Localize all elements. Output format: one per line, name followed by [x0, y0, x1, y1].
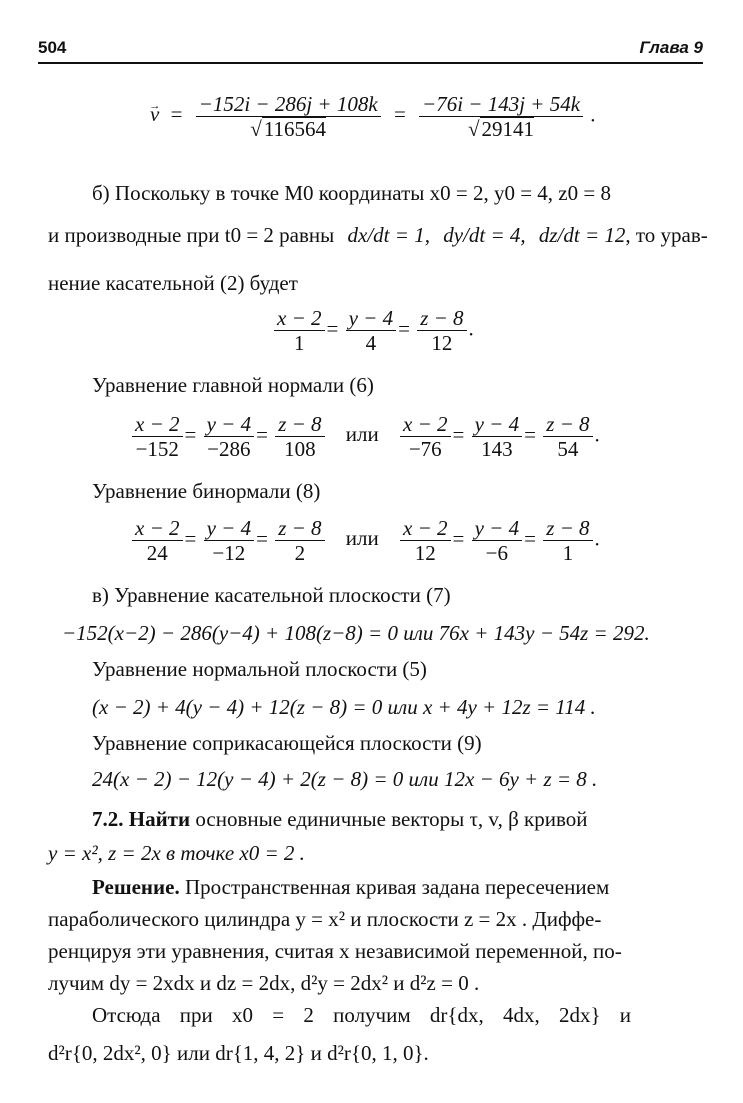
fraction: $\frac{-76i - 143j + 54k}{√29141}$: [419, 92, 583, 141]
chapter-title: Глава 9: [639, 38, 703, 57]
task-line: 7.2. Найти основные единичные векторы τ, v, β кривой: [92, 807, 588, 831]
section-title: Уравнение нормальной плоскости (5): [92, 657, 427, 681]
binormal-equation: $\frac{x - 2}{24}$ = $\frac{y - 4}{-12}$ = $\frac{z - 8}{2}$ или $\frac{x - 2}{12}$ = $\frac{y - 4}{-6}$ = $\frac{z - 8}{1}$ .: [130, 516, 600, 565]
solution-label: Решение.: [92, 875, 180, 899]
task-curve: y = x², z = 2x в точке x0 = 2 .: [48, 841, 305, 865]
normal-equation: $\frac{x - 2}{-152}$ = $\frac{y - 4}{-286}$ = $\frac{z - 8}{108}$ или $\frac{x - 2}{-76}$ = $\frac{y - 4}{143}$ = $\frac{z - 8}{54}$ .: [130, 412, 600, 461]
tangent-equation: $\frac{x - 2}{1}$ = $\frac{y - 4}{4}$ = $\frac{z - 8}{12}$ .: [272, 306, 474, 355]
equation-line: 24(x − 2) − 12(y − 4) + 2(z − 8) = 0 или 12x − 6y + z = 8 .: [92, 767, 598, 791]
solution-line: d²r{0, 2dx², 0} или dr{1, 4, 2} и d²r{0, 1, 0}.: [48, 1041, 429, 1065]
header-rule: [38, 62, 703, 64]
equation-line: (x − 2) + 4(y − 4) + 12(z − 8) = 0 или x + 4y + 12z = 114 .: [92, 695, 596, 719]
paragraph-line: нение касательной (2) будет: [48, 271, 298, 295]
fraction: $\frac{-152i - 286j + 108k}{√116564}$: [196, 92, 381, 141]
equation-line: −152(x−2) − 286(y−4) + 108(z−8) = 0 или 76x + 143y − 54z = 292.: [62, 621, 650, 645]
vector-v: → v: [150, 101, 159, 127]
paragraph-line: и производные при t0 = 2 равны dx/dt = 1, dy/dt = 4, dz/dt = 12, то урав-: [48, 223, 708, 247]
solution-line: ренцируя эти уравнения, считая x независимой переменной, по-: [48, 939, 622, 963]
task-label: 7.2. Найти: [92, 807, 191, 831]
solution-line: Решение. Пространственная кривая задана пересечением: [92, 875, 610, 899]
section-title: Уравнение главной нормали (6): [92, 373, 374, 397]
running-header: [38, 30, 703, 60]
solution-line: Отсюда при x0 = 2 получим dr{dx, 4dx, 2dx} и: [92, 1003, 632, 1027]
section-title: Уравнение соприкасающейся плоскости (9): [92, 731, 482, 755]
paragraph-line: б) Поскольку в точке M0 координаты x0 = 2, y0 = 4, z0 = 8: [92, 181, 611, 205]
solution-line: лучим dy = 2xdx и dz = 2dx, d²y = 2dx² и d²z = 0 .: [48, 971, 480, 995]
section-title: Уравнение бинормали (8): [92, 479, 321, 503]
page-number: 504: [38, 38, 67, 57]
vector-equation: → v = $\frac{-152i - 286j + 108k}{√116564}$ = $\frac{-76i - 143j + 54k}{√29141}$ .: [150, 92, 596, 141]
section-title: в) Уравнение касательной плоскости (7): [92, 583, 451, 607]
solution-line: параболического цилиндра y = x² и плоскости z = 2x . Диффе-: [48, 907, 602, 931]
